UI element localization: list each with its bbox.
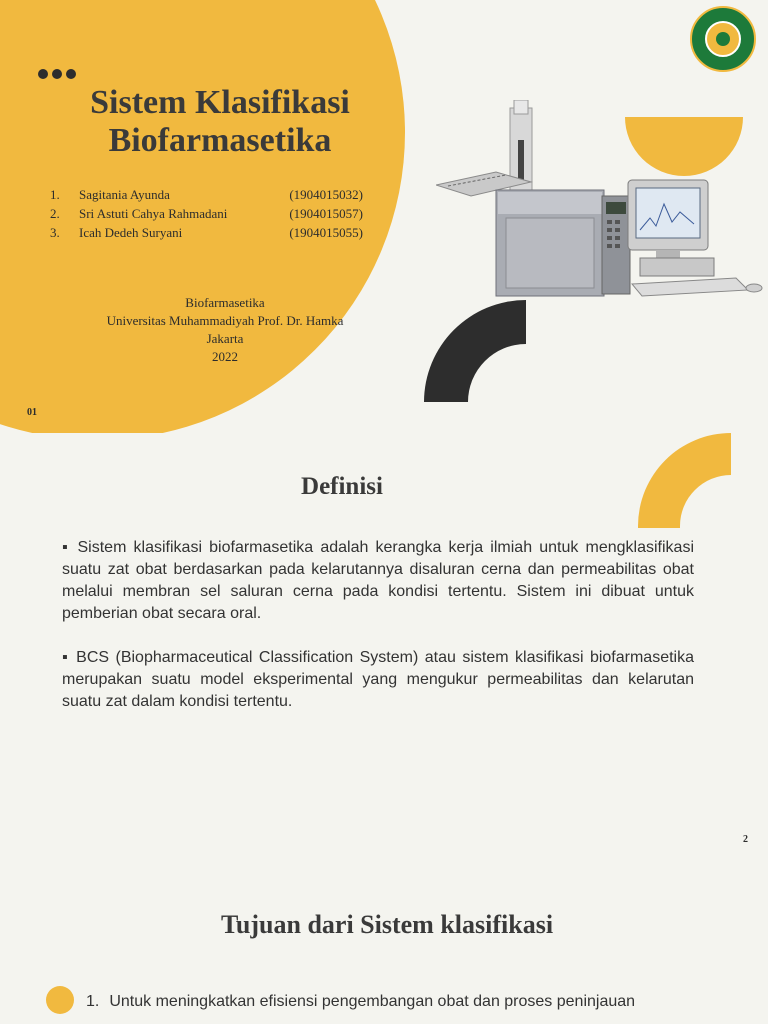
purpose-item-text: Untuk meningkatkan efisiensi pengembangan obat dan proses peninjauan xyxy=(109,993,636,1010)
author-number: 3. xyxy=(50,225,60,240)
purpose-item-number: 1. xyxy=(86,993,100,1010)
slide-purpose xyxy=(0,850,768,1024)
page-number: 2 xyxy=(743,834,748,845)
purpose-item xyxy=(86,991,736,1013)
definition-paragraph: ▪ Sistem klasifikasi biofarmasetika adalah kerangka kerja ilmiah untuk mengklasifikasi suatu zat obat berdasarkan pada kelarutannya disaluran cerna dan permeabilitas obat melalui membran sel saluran cerna pada kondisi tertentu. Sistem ini dibuat untuk pemberian obat secara oral. xyxy=(62,539,694,622)
author-list xyxy=(50,185,370,242)
city-name: Jakarta xyxy=(206,331,244,346)
author-nim: (1904015055) xyxy=(289,225,363,240)
dark-arc-decoration xyxy=(424,300,526,402)
definition-paragraph: ▪ BCS (Biopharmaceutical Classification System) atau sistem klasifikasi biofarmasetika merupakan suatu model eksperimental yang mengukur permeabilitas dan kelarutan suatu zat dalam kondisi tertentu. xyxy=(62,649,694,710)
page-number: 01 xyxy=(27,407,37,418)
presentation-title: Sistem Klasifikasi Biofarmasetika xyxy=(90,84,350,159)
definition-title: Definisi xyxy=(301,473,383,500)
slide-definition xyxy=(0,433,768,850)
author-item xyxy=(50,204,370,223)
author-nim: (1904015032) xyxy=(289,187,363,202)
department-name: Biofarmasetika xyxy=(185,295,265,310)
slide-title xyxy=(0,0,768,433)
dots-icon xyxy=(38,66,80,84)
university-logo-icon xyxy=(690,6,756,72)
author-name: Sagitania Ayunda xyxy=(79,187,170,202)
university-name: Universitas Muhammadiyah Prof. Dr. Hamka xyxy=(106,313,344,328)
author-item xyxy=(50,223,370,242)
affiliation-block xyxy=(80,294,370,366)
bullet-circle-icon xyxy=(46,986,74,1014)
chromatography-instrument-icon xyxy=(436,100,766,300)
author-nim: (1904015057) xyxy=(289,206,363,221)
author-name: Icah Dedeh Suryani xyxy=(79,225,183,240)
author-item xyxy=(50,185,370,204)
purpose-title: Tujuan dari Sistem klasifikasi xyxy=(220,910,554,939)
year-text: 2022 xyxy=(212,349,238,364)
author-name: Sri Astuti Cahya Rahmadani xyxy=(79,206,228,221)
author-number: 1. xyxy=(50,187,60,202)
author-number: 2. xyxy=(50,206,60,221)
